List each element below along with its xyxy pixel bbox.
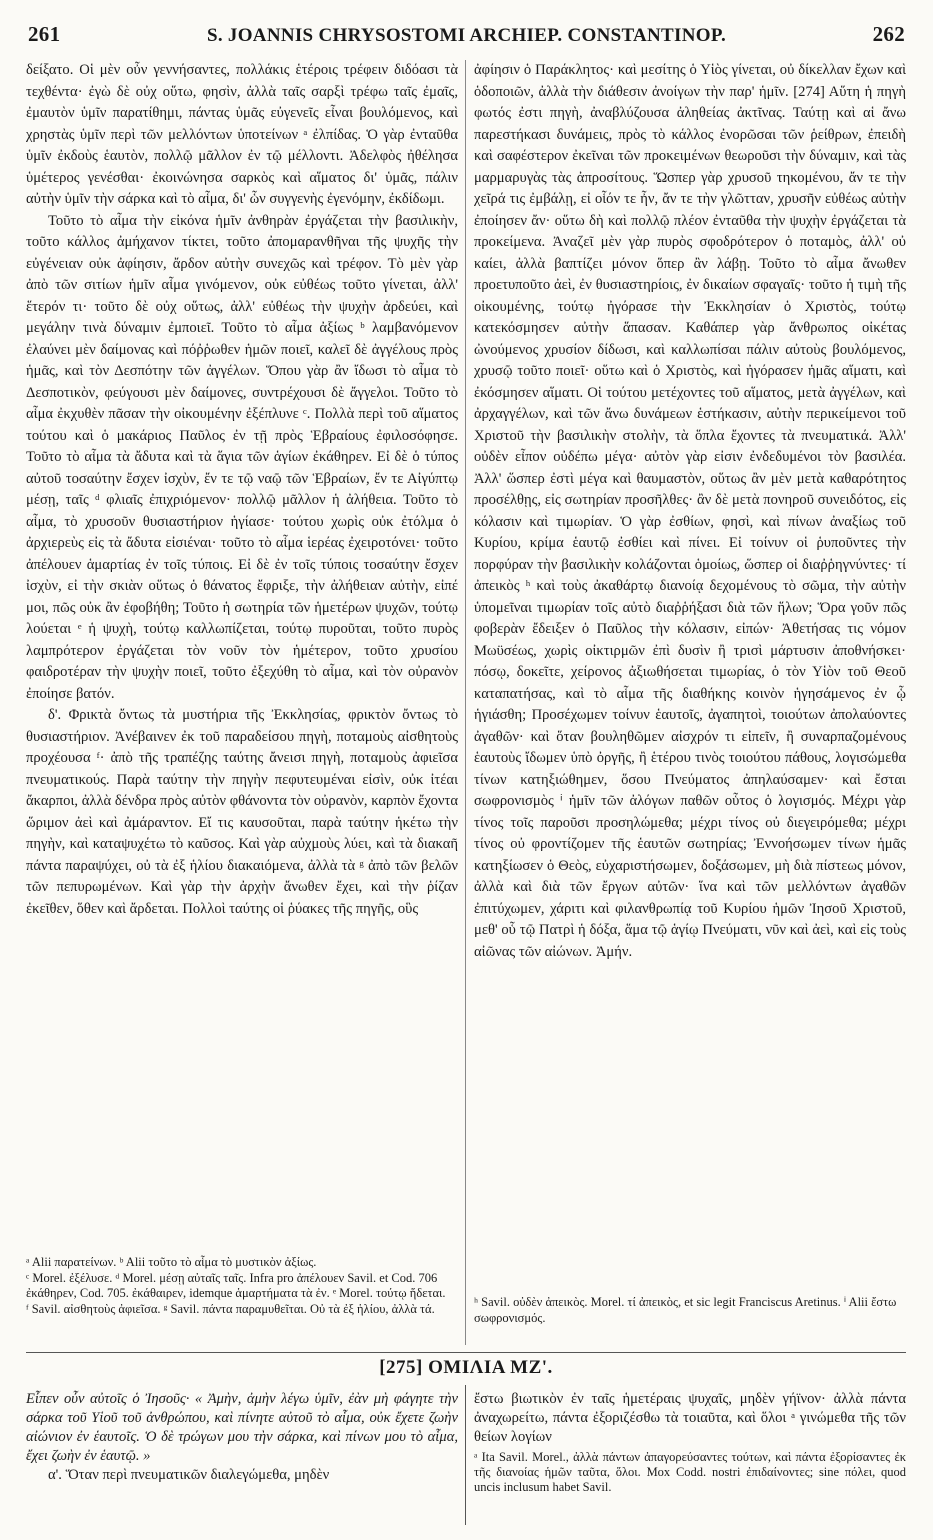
scripture-verse: Εἶπεν οὖν αὐτοῖς ὁ Ἰησοῦς· « Ἀμὴν, ἀμὴν λέγω ὑμῖν, ἐὰν μὴ φάγητε τὴν σάρκα τοῦ Υἱοῦ τοῦ ἀνθρώπου, καὶ πίνητε αὐτοῦ τὸ αἷμα, οὐκ ἔχετε ζωὴν αἰώνιον ἐν ἑαυτοῖς. Ὁ δὲ τρώγων μου τὴν σάρκα, καὶ πίνων μου τὸ αἷμα, ἔχει ζωὴν ἐν ἑαυτῷ. » (26, 1391, 458, 1464)
left-footnote-1: ᵃ Alii παρατείνων. ᵇ Alii τοῦτο τὸ αἷμα τὸ μυστικὸν ἀξίως. (26, 1255, 317, 1269)
left-footnote-2: ᶜ Morel. ἐξέλυσε. ᵈ Morel. μέσῃ αὐταῖς ταῖς. Infra pro ἀπέλουεν Savil. et Cod. 706 ἐκάθηρεν, Cod. 705. ἐκάθαιρεν, idemque ἁμαρτήματα τὰ ἐν. ᵉ Morel. τούτῳ ἥδεται. (26, 1270, 446, 1300)
section-divider (26, 1352, 906, 1353)
left-column (26, 60, 458, 1250)
left-paragraph-2: Τοῦτο τὸ αἷμα τὴν εἰκόνα ἡμῖν ἀνθηρὰν ἐργάζεται τὴν βασιλικὴν, τοῦτο κάλλος ἀμήχανον τίκτει, τοῦτο ἀπομαρανθῆναι τῆς ψυχῆς τὴν εὐγένειαν οὐκ ἀφίησιν, ἄρδον αὐτὴν συνεχῶς καὶ τρέφον. Τὸ μὲν γὰρ ἀπὸ τῶν σιτίων ἡμῖν αἷμα γινόμενον, οὐκ εὐθέως τοῦτο γίνεται, ἀλλ' ἕτερόν τι· τοῦτο δὲ οὐχ οὕτως, ἀλλ' εὐθέως τὴν ψυχὴν ἀρδεύει, καὶ μεγάλην τινὰ δύναμιν ἐμποιεῖ. Τοῦτο τὸ αἷμα ἀξίως ᵇ λαμβανόμενον ἐλαύνει μὲν δαίμονας καὶ πόῤῥωθεν ἡμῶν ποιεῖ, καλεῖ δὲ ἀγγέλους πρὸς ἡμᾶς, καὶ τὸν Δεσπότην τῶν ἀγγέλων. Ὅπου γὰρ ἂν ἴδωσι τὸ αἷμα τὸ Δεσποτικὸν, φεύγουσι μὲν δαίμονες, συντρέχουσι δὲ ἄγγελοι. Τοῦτο τὸ αἷμα ἐκχυθὲν πᾶσαν τὴν οἰκουμένην ἐξέπλυνε ᶜ. Πολλὰ περὶ τοῦ αἵματος τούτου καὶ ὁ μακάριος Παῦλος ἐν τῇ πρὸς Ἑβραίους ἐφιλοσόφησε. Τοῦτο τὸ αἷμα τὰ ἄδυτα καὶ τὰ ἅγια τῶν ἁγίων ἐκάθηρεν. Εἰ δὲ ὁ τύπος αὐτοῦ τοσαύτην ἔσχεν ἰσχὺν, ἔν τε τῷ ναῷ τῶν Ἑβραίων, ἔν τε Αἰγύπτῳ μέσῃ, ταῖς ᵈ φλιαῖς ἐπιχριόμενον· πολλῷ μᾶλλον ἡ ἀλήθεια. Τοῦτο τὸ αἷμα, τὸ χρυσοῦν θυσιαστήριον ἡγίασε· τούτου χωρὶς οὐκ ἐτόλμα ὁ ἀρχιερεὺς εἰς τὰ ἄδυτα εἰσιέναι· τοῦτο τὸ αἷμα ἱερέας ἐχειροτόνει· τοῦτο ἀπέλουεν ἁμαρτίας ἐν τοῖς τύποις. Εἰ δὲ ἐν τοῖς τύποις τοσαύτην ἔσχεν ἰσχὺν, εἰ τὴν σκιὰν οὕτως ὁ θάνατος ἔφριξε, τὴν ἀλήθειαν αὐτὴν, εἰπέ μοι, πῶς οὐκ ἂν ἐφοβήθη; Τοῦτο ἡ σωτηρία τῶν ἡμετέρων ψυχῶν, τούτῳ λούεται ᵉ ἡ ψυχὴ, τούτῳ καλλωπίζεται, τούτῳ πυροῦται, τοῦτο πυρὸς λαμπρότερον ἐργάζεται τὸν νοῦν τὸν ἡμέτερον, τοῦτο χρυσίου φαιδροτέραν τὴν ψυχὴν ποιεῖ, τοῦτο ἐξεχύθη τὸ αἷμα, καὶ τὸν οὐρανὸν ἐποίησε βατόν. (26, 212, 458, 702)
page-number-left: 261 (28, 22, 61, 46)
column-divider (465, 60, 466, 1345)
running-header (28, 22, 905, 50)
right-footnote-1: ʰ Savil. οὐδὲν ἀπεικὸς. Morel. τί ἀπεικὸς, et sic legit Franciscus Aretinus. ⁱ Alii ἔστω σωφρονισμός. (474, 1295, 897, 1325)
bottom-left-column (26, 1390, 458, 1485)
left-paragraph-3: δ'. Φρικτὰ ὄντως τὰ μυστήρια τῆς Ἐκκλησίας, φρικτὸν ὄντως τὸ θυσιαστήριον. Ἀνέβαινεν ἐκ τοῦ παραδείσου πηγὴ, ποταμοὺς αἰσθητοὺς προχέουσα ᶠ· ἀπὸ τῆς τραπέζης ταύτης ἄνεισι πηγὴ, ποταμοὺς ἀφιεῖσα πνευματικούς. Παρὰ ταύτην τὴν πηγὴν πεφυτευμέναι εἰσὶν, οὐκ ἰτέαι ἄκαρποι, ἀλλὰ δένδρα πρὸς αὐτὸν φθάνοντα τὸν οὐρανὸν, καρπὸν ἔχοντα ὥριμον ἀεὶ καὶ ἀμάραντον. Εἴ τις καυσοῦται, παρὰ ταύτην ἡκέτω τὴν πηγὴν, καὶ καταψυχέτω τὸ καῦσος. Καὶ γὰρ αὐχμοὺς λύει, καὶ τὰ διακαῆ πάντα παραψύχει, οὐ τὰ ἐξ ἡλίου διακαιόμενα, ἀλλὰ τὰ ᵍ ἀπὸ τῶν βελῶν τῶν πεπυρωμένων. Καὶ γὰρ τὴν ἀρχὴν ἄνωθεν ἔχει, καὶ τὴν ῥίζαν ἐκεῖθεν, ὅθεν καὶ ἄρδεται. Πολλοὶ ταύτης οἱ ῥύακες τῆς πηγῆς, οὓς (26, 707, 458, 917)
bottom-column-divider (465, 1385, 466, 1525)
left-footnote-3: ᶠ Savil. αἰσθητοὺς ἀφιεῖσα. ᵍ Savil. πάντα παραμυθεῖται. Οὐ τὰ ἐξ ἡλίου, ἀλλὰ τά. (26, 1301, 435, 1316)
homily-continuation: ἔστω βιωτικὸν ἐν ταῖς ἡμετέραις ψυχαῖς, μηδὲν γήϊνον· ἀλλὰ πάντα ἀναχωρείτω, πάντα ἐξοριζέσθω τὰ τοιαῦτα, καὶ ὅλοι ᵃ γινώμεθα τῆς τῶν θείων λογίων (474, 1391, 906, 1445)
page-number-right: 262 (872, 22, 905, 46)
homily-title: [275] ΟΜΙΛΙΑ ΜΖ'. (379, 1357, 553, 1378)
right-paragraph-1: ἀφίησιν ὁ Παράκλητος· καὶ μεσίτης ὁ Υἱὸς γίνεται, οὐ δίκελλαν ἔχων καὶ ὁδοποιῶν, ἀλλὰ τὴν διάθεσιν ἀνοίγων τὴν παρ' ἡμῖν. [274] Αὕτη ἡ πηγὴ φωτός ἐστι πηγὴ, ἀναβλύζουσα ἀληθείας ἀκτῖνας. Ταύτῃ καὶ αἱ ἄνω παρεστήκασι δυνάμεις, πρὸς τὸ κάλλος ἐνορῶσαι τῶν ῥείθρων, ἐπειδὴ καὶ σαφέστερον ἐκεῖναι τῶν προκειμένων θεωροῦσι τὴν δύναμιν, καὶ τὰς μαρμαρυγὰς τὰς ἀπροσίτους. Ὥσπερ γὰρ χρυσοῦ τηκομένου, ἄν τε τὴν χεῖρά τις ἐμβάλῃ, εἰ οἷόν τε ἦν, ἄν τε τὴν γλῶτταν, χρυσῆν εὐθέως αὐτὴν ἐποίησεν ἄν· οὕτω δὴ καὶ πολλῷ πλέον ἐνταῦθα τὴν ψυχὴν ἐργάζεται τὰ προκείμενα. Ἀναζεῖ μὲν γὰρ πυρὸς σφοδρότερον ὁ ποταμὸς, ἀλλ' οὐ καίει, ἀλλὰ βαπτίζει μόνον ὅπερ ἂν λάβῃ. Τοῦτο τὸ αἷμα ἄνωθεν προετυποῦτο ἀεὶ, ἐν θυσιαστηρίοις, ἐν δικαίων σφαγαῖς· τοῦτο ἡ τιμὴ τῆς οἰκουμένης, τούτῳ ἠγόρασε τὴν Ἐκκλησίαν ὁ Χριστὸς, τούτῳ κατεκόσμησεν αὐτὴν ἅπασαν. Καθάπερ γὰρ ἄνθρωπος οἰκέτας ὠνούμενος χρυσίον δίδωσι, καὶ καλλωπίσαι πάλιν αὐτοὺς βουλόμενος, χρυσῷ τοῦτο ποιεῖ· οὕτω καὶ ὁ Χριστὸς, καὶ ἠγόρασεν ἡμᾶς αἵματι, καὶ ἐκόσμησεν αἵματι. Οἱ τούτου μετέχοντες τοῦ αἵματος, μετὰ ἀγγέλων, καὶ ἀρχαγγέλων, καὶ τῶν ἄνω δυνάμεων ἑστήκασιν, αὐτὴν περικείμενοι τοῦ Χριστοῦ τὴν βασιλικὴν στολὴν, τὰ ὅπλα ἔχοντες τὰ πνευματικά. Ἀλλ' οὐδὲν εἶπον οὐδέπω μέγα· αὐτὸν γὰρ εἰσιν ἐνδεδυμένοι τὸν βασιλέα. Ἀλλ' ὥσπερ ἐστὶ μέγα καὶ θαυμαστὸν, οὕτως ἂν μὲν μετὰ καθαρότητος προσέλθῃς, εἰς σωτηρίαν προσῆλθες· ἂν δὲ μετὰ πονηροῦ συνειδότος, εἰς κόλασιν καὶ τιμωρίαν. Ὁ γὰρ ἐσθίων, φησὶ, καὶ πίνων ἀναξίως τοῦ Κυρίου, κρίμα ἑαυτῷ ἐσθίει καὶ πίνει. Εἰ τοίνυν οἱ ῥυποῦντες τὴν πορφύραν τὴν βασιλικὴν κολάζονται ὁμοίως, ὥσπερ οἱ διαῤῥηγνύντες· τί ἀπεικὸς ʰ καὶ τοὺς ἀκαθάρτῳ διανοίᾳ δεχομένους τὸ σῶμα, τὴν αὐτὴν ὑπομεῖναι τιμωρίαν τοῖς αὐτὸ διαῤῥήξασι διὰ τῶν ἥλων; Ὅρα γοῦν πῶς φοβερὰν ἔδειξεν ὁ Παῦλος τὴν κόλασιν, εἰπών· Ἀθετήσας τις νόμον Μωϋσέως, χωρὶς οἰκτιρμῶν ἐπὶ δυσὶν ἢ τρισὶ μάρτυσιν ἀποθνήσκει· πόσῳ, δοκεῖτε, χείρονος ἀξιωθήσεται τιμωρίας, ὁ τὸν Υἱὸν τοῦ Θεοῦ καταπατήσας, καὶ τὸ αἷμα τῆς διαθήκης κοινὸν ἡγησάμενος ἐν ᾧ ἡγιάσθη; Προσέχωμεν τοίνυν ἑαυτοῖς, ἀγαπητοὶ, τοιούτων ἀπολαύοντες ἀγαθῶν· καὶ ὅταν βουληθῶμεν αἰσχρόν τι εἰπεῖν, ἢ συναρπαζομένους ἑαυτοὺς ἴδωμεν ὑπὸ ὀργῆς, ἢ ἑτέρου τινὸς τοιούτου πάθους, λογισώμεθα τίνων κατηξιώθημεν, ὅσου Πνεύματος ἀπηλαύσαμεν· καὶ ἔσται σωφρονισμὸς ⁱ ἡμῖν τῶν ἀλόγων παθῶν οὗτος ὁ λογισμός. Μέχρι γὰρ τίνος τοῖς παροῦσι προσηλώμεθα; μέχρι τίνος οὐ διεγειρόμεθα; μέχρι τίνος οὐ φροντίζομεν τῆς ἑαυτῶν σωτηρίας; Ἐννοήσωμεν τίνων ἡμᾶς κατηξίωσεν ὁ Θεὸς, εὐχαριστήσωμεν, δοξάσωμεν, μὴ διὰ πίστεως μόνον, ἀλλὰ καὶ διὰ τῶν ἔργων αὐτῶν· ἵνα καὶ τῶν μελλόντων ἀγαθῶν ἐπιτύχωμεν, χάριτι καὶ φιλανθρωπίᾳ τοῦ Κυρίου ἡμῶν Ἰησοῦ Χριστοῦ, μεθ' οὗ τῷ Πατρὶ ἡ δόξα, ἅμα τῷ ἁγίῳ Πνεύματι, νῦν καὶ ἀεὶ, καὶ εἰς τοὺς αἰῶνας τῶν αἰώνων. Ἀμήν. (474, 62, 906, 960)
left-footnotes (26, 1255, 458, 1317)
running-title: S. JOANNIS CHRYSOSTOMI ARCHIEP. CONSTANTINOP. (206, 25, 727, 46)
left-paragraph-1: δείξατο. Οἱ μὲν οὖν γεννήσαντες, πολλάκις ἑτέροις τρέφειν διδόασι τὰ τεχθέντα· ἐγὼ δὲ οὐχ οὕτω, φησὶν, ἀλλὰ ταῖς σαρξὶ τρέφω ταῖς ἐμαῖς, ἐμαυτὸν ὑμῖν παρατίθημι, πάντας ὑμᾶς εὐγενεῖς εἶναι βουλόμενος, καὶ χρηστὰς ὑμῖν περὶ τῶν μελλόντων ὑποτείνων ᵃ ἐλπίδας. Ὁ γὰρ ἐνταῦθα ὑμῖν ἐκδοὺς ἑαυτὸν, πολλῷ μᾶλλον ἐν τῷ μέλλοντι. Ἀδελφὸς ἠθέλησα ὑμέτερος γενέσθαι· ἐκοινώνησα σαρκὸς καὶ αἵματος δι' ὑμᾶς, πάλιν αὐτὴν ὑμῖν τὴν σάρκα καὶ τὸ αἷμα, δι' ὧν συγγενὴς ἐγενόμην, ἐκδίδωμι. (26, 62, 458, 207)
bottom-right-footnote: ᵃ Ita Savil. Morel., ἀλλὰ πάντων ἀπαγορεύσαντες τούτων, καὶ πάντα ἐξορίσαντες ἐκ τῆς διανοίας ἡμῶν ταῦτα, ὅλοι. Mox Codd. nostri ἐπιδαίνοντες; sine πόλει, quod uncis inclusum habet Savil. (474, 1450, 906, 1494)
bottom-right-column (474, 1390, 906, 1495)
right-column (474, 60, 906, 1250)
right-footnotes (474, 1295, 906, 1326)
homily-first-line: α'. Ὅταν περὶ πνευματικῶν διαλεγώμεθα, μηδὲν (48, 1467, 330, 1483)
